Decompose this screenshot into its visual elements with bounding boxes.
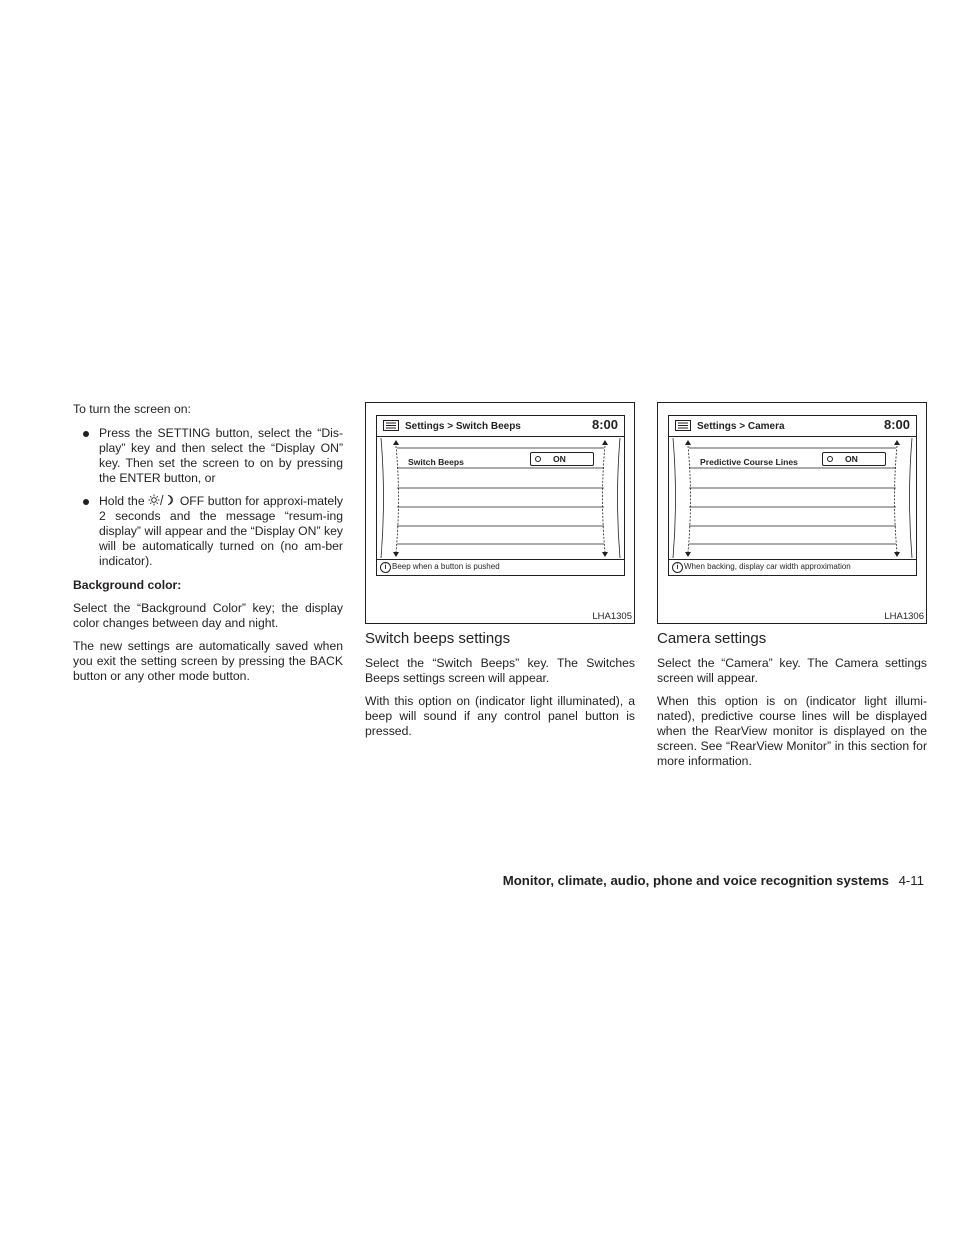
switch-beeps-figure <box>365 402 635 624</box>
on-toggle <box>530 452 594 466</box>
screen-hint: Beep when a button is pushed <box>392 562 500 571</box>
switch-beeps-option: Switch Beeps <box>408 457 464 467</box>
indicator-icon <box>827 456 833 462</box>
bullet-icon <box>83 499 89 505</box>
camera-figure <box>657 402 927 624</box>
background-color-heading: Background color: <box>73 578 182 592</box>
screen-display <box>668 415 917 576</box>
middle-column <box>365 402 635 747</box>
toggle-label: ON <box>845 454 858 464</box>
left-column <box>73 402 343 692</box>
sun-moon-icon <box>148 494 176 506</box>
bullet-icon <box>83 431 89 437</box>
screen-rows <box>377 416 624 575</box>
page-number: 4-11 <box>898 873 924 888</box>
bullet-text-post: OFF button for approxi-mately 2 seconds and the message “resum-ing display” will appear and the “Display ON” key will be automatically turned on (no am-ber indicator). <box>99 494 344 568</box>
screen-hint: When backing, display car width approximation <box>684 562 851 571</box>
list-item <box>73 494 343 569</box>
switch-beeps-heading: Switch beeps settings <box>365 630 511 647</box>
figure-code: LHA1306 <box>884 611 924 622</box>
screen-time: 8:00 <box>883 417 910 432</box>
on-toggle <box>822 452 886 466</box>
bullet-list <box>73 426 343 569</box>
predictive-course-lines-option: Predictive Course Lines <box>700 457 798 467</box>
auto-save-text: The new settings are automatically saved when you exit the setting screen by pressing the BACK button or any other mode button. <box>73 639 343 683</box>
bullet-text: Press the SETTING button, select the “Dis-play” key and then select the “Display ON” key. Then set the screen to on by pressing the ENTER button, or <box>99 426 343 485</box>
info-icon: i <box>380 562 391 573</box>
figure-code: LHA1305 <box>592 611 632 622</box>
screen-time: 8:00 <box>591 417 618 432</box>
list-item <box>73 426 343 486</box>
screen-footer <box>669 559 916 576</box>
right-column <box>657 402 927 777</box>
background-color-text: Select the “Background Color” key; the display color changes between day and night. <box>73 601 343 630</box>
camera-text-2: When this option is on (indicator light illumi-nated), predictive course lines will be displayed when the RearView monitor is displayed on the screen. See “RearView Monitor” in this section for more information. <box>657 694 927 768</box>
intro-text: To turn the screen on: <box>73 402 191 416</box>
screen-display <box>376 415 625 576</box>
footer-title: Monitor, climate, audio, phone and voice recognition systems <box>502 873 889 888</box>
screen-title: Settings > Switch Beeps <box>405 421 521 432</box>
camera-text-1: Select the “Camera” key. The Camera settings screen will appear. <box>657 656 927 685</box>
bullet-text-pre: Hold the <box>99 494 145 508</box>
camera-heading: Camera settings <box>657 630 767 647</box>
switch-beeps-text-2: With this option on (indicator light illuminated), a beep will sound if any control panel button is pressed. <box>365 694 635 738</box>
indicator-icon <box>535 456 541 462</box>
switch-beeps-text-1: Select the “Switch Beeps” key. The Switches Beeps settings screen will appear. <box>365 656 635 685</box>
page-footer <box>503 873 924 889</box>
screen-footer <box>377 559 624 576</box>
toggle-label: ON <box>553 454 566 464</box>
screen-title: Settings > Camera <box>697 421 785 432</box>
screen-rows <box>669 416 916 575</box>
info-icon: i <box>672 562 683 573</box>
